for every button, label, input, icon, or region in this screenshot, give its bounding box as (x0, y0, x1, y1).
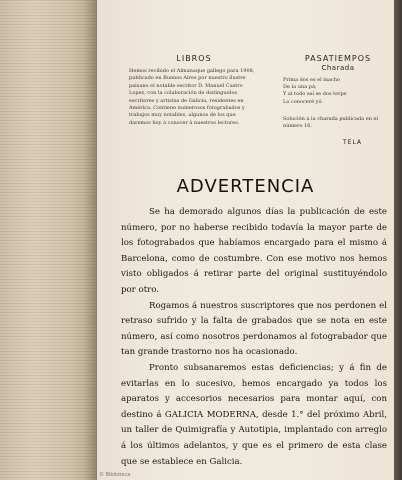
charada-solution-note: Solución á la charada publicada en el número 16. (283, 115, 379, 130)
charada-answer: TELA (343, 138, 363, 146)
libros-text: Hemos recibido el Almanaque gallego para 1908, publicado en Buenos Aires por nuestro ilustre paisano el notable escritor D. Manuel Castro Lopez, con la colaboración de distinguidos escritores y artistas de Galicia, residentes en América. Contiene numerosos fotograbados y trabajos muy notables, algunos de los que daremos hoy á conocer á nuestros lectores. (129, 68, 255, 126)
document-page (97, 0, 394, 480)
charada-line: Y al todo así se dos terpe (283, 91, 347, 98)
libros-heading: LIBROS (176, 54, 212, 63)
charada-verse (283, 77, 393, 106)
book-page-edges (0, 0, 97, 480)
gutter-shadow (84, 0, 98, 480)
advertencia-paragraph: Rogamos á nuestros suscriptores que nos perdonen el retraso sufrido y la falta de grabados que se nota en este número, así como nosotros perdonamos al fotograbador que tan grande trastorno nos ha ocasionado. (121, 300, 387, 358)
charada-line: Lo conoceré yó. (283, 98, 323, 105)
advertencia-paragraph: Se ha demorado algunos días la publicación de este número, por no haberse recibido todavía la mayor parte de los fotograbados que habíamos encargado para el mismo á Barcelona, como de costumbre. Con ese motivo nos hemos visto obligados á retirar parte del original sustituyéndolo por otro. (121, 207, 387, 295)
advertencia-body (121, 205, 387, 470)
library-stamp: © Biblioteca (99, 472, 131, 478)
pasatiempos-heading: PASATIEMPOS (304, 54, 372, 63)
charada-heading: Charada (321, 64, 355, 72)
charada-line: De la una pá; (283, 84, 317, 91)
libros-column (129, 54, 259, 127)
charada-line: Prima dos es el macho (283, 77, 341, 83)
advertencia-title: ADVERTENCIA (176, 176, 315, 197)
advertencia-paragraph: Pronto subsanaremos estas deficiencias; y á fin de evitarlas en lo sucesivo, hemos encargado ya todos los aparatos y accesorios necesarios para montar aquí, con destino á GALICIA MODERNA, desde 1.° del próximo Abril, un taller de Quimigrafía y Autotipia, implantado con arreglo á los últimos adelantos, y que es el primero de esta clase que se establece en Galicia. (121, 362, 387, 467)
pasatiempos-column (283, 54, 393, 146)
